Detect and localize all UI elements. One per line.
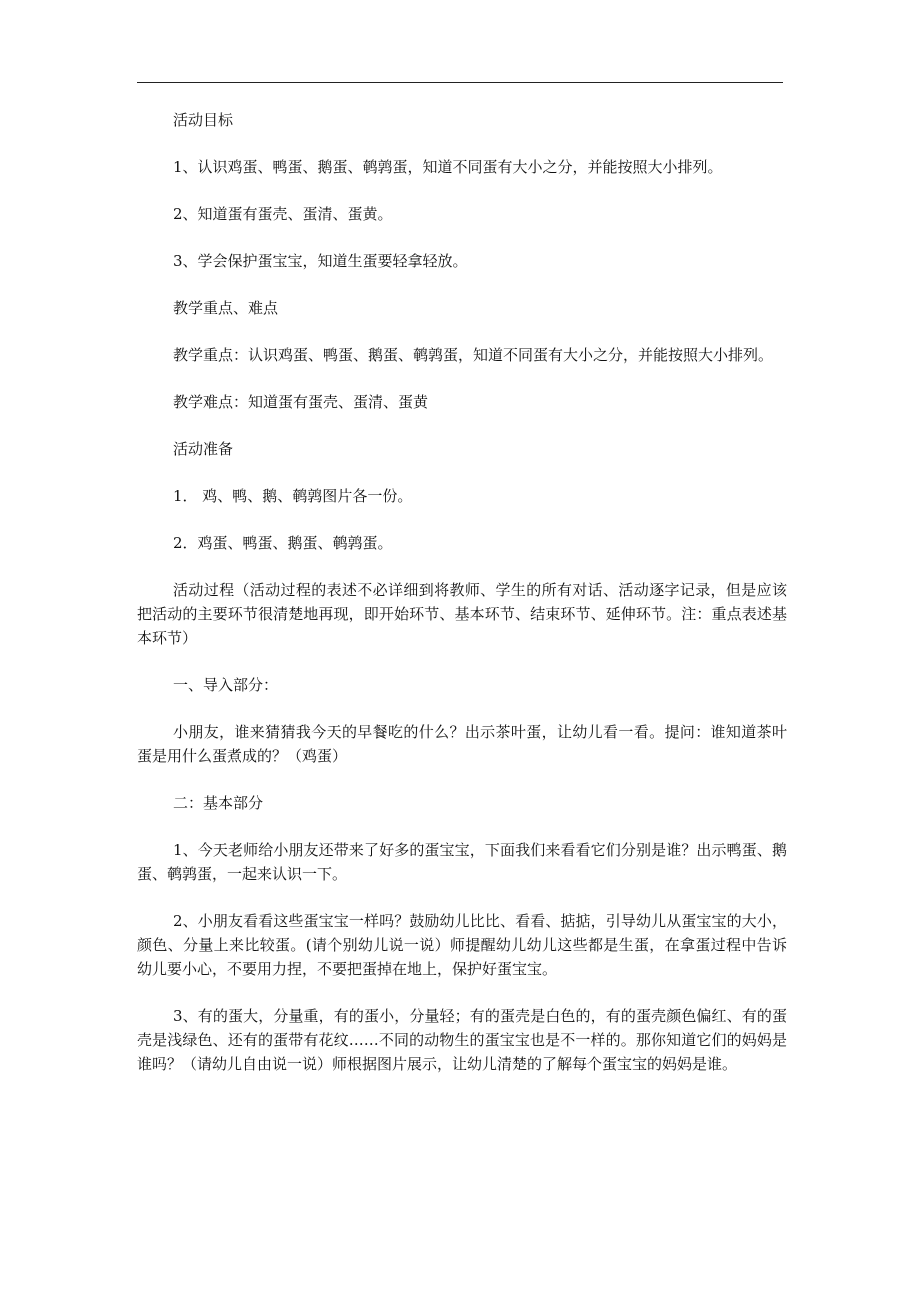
section-heading-activity-goals: 活动目标 <box>173 111 234 129</box>
goal-item-3: 3、学会保护蛋宝宝，知道生蛋要轻拿轻放。 <box>173 252 468 270</box>
section-heading-preparation: 活动准备 <box>173 440 234 458</box>
goal-item-1: 1、认识鸡蛋、鸭蛋、鹅蛋、鹌鹑蛋，知道不同蛋有大小之分，并能按照大小排列。 <box>173 158 723 176</box>
header-rule <box>137 82 783 83</box>
subsection-heading-intro: 一、导入部分： <box>173 676 279 694</box>
goal-item-2: 2、知道蛋有蛋壳、蛋清、蛋黄。 <box>173 205 393 223</box>
basic-step-3: 3、有的蛋大，分量重，有的蛋小，分量轻；有的蛋壳是白色的，有的蛋壳颜色偏红、有的蛋壳是浅绿色、还有的蛋带有花纹……不同的动物生的蛋宝宝也是不一样的。那你知道它们的妈妈是谁吗？（请幼儿自由说一说）师根据图片展示，让幼儿清楚的了解每个蛋宝宝的妈妈是谁。 <box>137 1007 787 1073</box>
intro-paragraph: 小朋友，谁来猜猜我今天的早餐吃的什么？出示茶叶蛋，让幼儿看一看。提问：谁知道茶叶蛋是用什么蛋煮成的？（鸡蛋） <box>137 723 787 765</box>
basic-step-2: 2、小朋友看看这些蛋宝宝一样吗？鼓励幼儿比比、看看、掂掂，引导幼儿从蛋宝宝的大小，颜色、分量上来比较蛋。(请个别幼儿说一说）师提醒幼儿幼儿这些都是生蛋，在拿蛋过程中告诉幼儿要小心，不要用力捏，不要把蛋掉在地上，保护好蛋宝宝。 <box>137 912 787 978</box>
preparation-item-1: 1． 鸡、鸭、鹅、鹌鹑图片各一份。 <box>173 487 413 505</box>
section-heading-process: 活动过程（活动过程的表述不必详细到将教师、学生的所有对话、活动逐字记录，但是应该把活动的主要环节很清楚地再现，即开始环节、基本环节、结束环节、延伸环节。注：重点表述基本环节） <box>137 581 787 647</box>
basic-step-1: 1、今天老师给小朋友还带来了好多的蛋宝宝，下面我们来看看它们分别是谁？出示鸭蛋、鹅蛋、鹌鹑蛋，一起来认识一下。 <box>137 841 787 883</box>
teaching-difficulty: 教学难点：知道蛋有蛋壳、蛋清、蛋黄 <box>173 393 429 411</box>
subsection-heading-basic: 二：基本部分 <box>173 794 264 812</box>
document-body <box>137 108 787 1076</box>
teaching-key-point: 教学重点：认识鸡蛋、鸭蛋、鹅蛋、鹌鹑蛋，知道不同蛋有大小之分，并能按照大小排列。 <box>173 346 774 364</box>
section-heading-key-points: 教学重点、难点 <box>173 299 279 317</box>
preparation-item-2: 2．鸡蛋、鸭蛋、鹅蛋、鹌鹑蛋。 <box>173 534 393 552</box>
